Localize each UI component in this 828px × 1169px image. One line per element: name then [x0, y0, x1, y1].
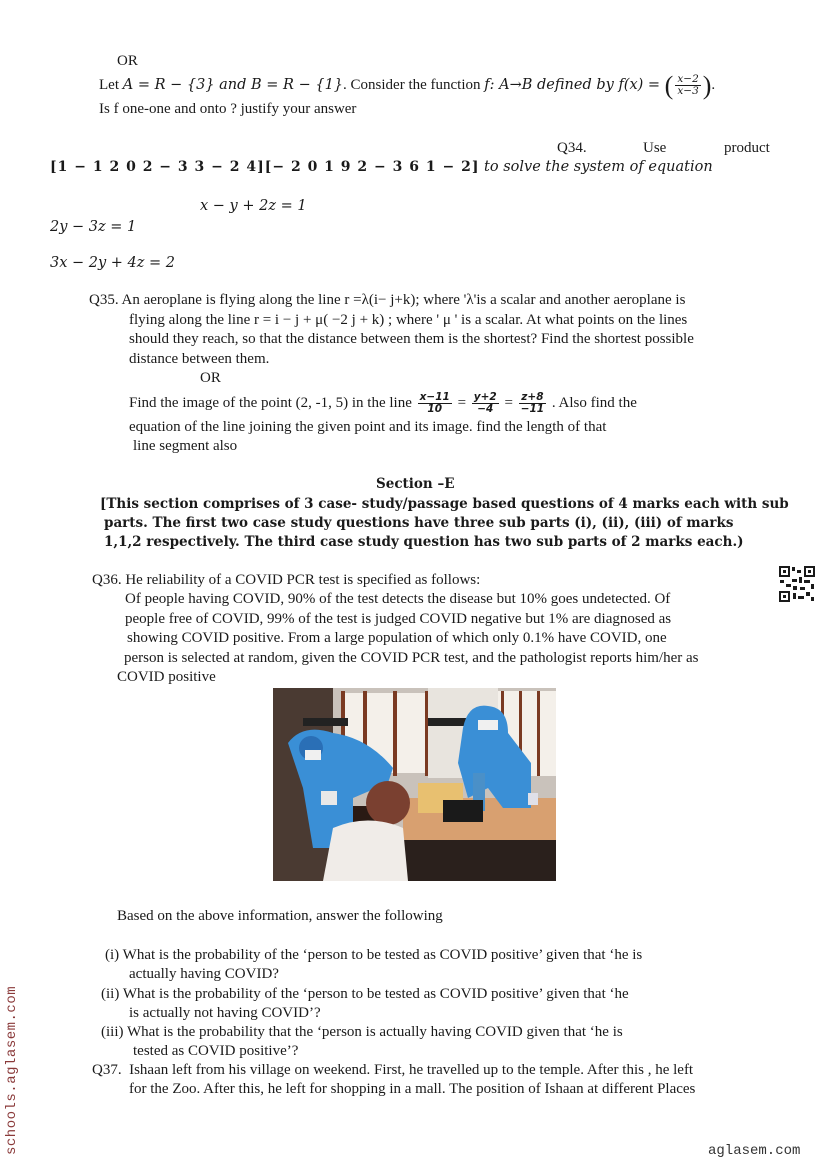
- q35-line3: should they reach, so that the distance between them is the shortest? Find the shortest possible: [129, 331, 694, 347]
- section-instructions-line1: [This section comprises of 3 case- study/passage based questions of 4 marks each with sub: [100, 496, 789, 512]
- q35-line4: distance between them.: [129, 351, 270, 367]
- q36-prompt: Based on the above information, answer the following: [117, 908, 443, 924]
- q35-or-label: OR: [200, 370, 221, 386]
- fraction-x: [418, 392, 452, 415]
- q35-alt-line1: [129, 391, 637, 415]
- equation-1: x − y + 2z = 1: [200, 198, 307, 214]
- q37-number: Q37.: [92, 1062, 122, 1078]
- denominator: −4: [477, 403, 494, 416]
- numerator: x−2: [677, 73, 699, 85]
- or-label: OR: [117, 53, 138, 69]
- text: .: [711, 76, 716, 93]
- fraction: [675, 74, 700, 97]
- qr-code: [778, 565, 816, 603]
- paren-open: (: [664, 71, 674, 100]
- q35-line1: [89, 291, 685, 310]
- math-sets: A = R − {3} and B = R − {1}: [122, 76, 344, 93]
- q34-matrix-line: [50, 158, 713, 177]
- q33-or-line1: [99, 71, 716, 100]
- numerator: x−11: [419, 391, 450, 404]
- q36-line2: Of people having COVID, 90% of the test detects the disease but 10% goes undetected. Of: [125, 591, 671, 607]
- section-instructions-line3: 1,1,2 respectively. The third case study question has two sub parts of 2 marks each.): [104, 534, 744, 550]
- denominator: x−3: [677, 85, 699, 97]
- covid-test-photo: [273, 688, 556, 881]
- q36-part-ii-line2: is actually not having COVID’?: [129, 1005, 321, 1021]
- qr-code-icon: [778, 565, 816, 603]
- math-function: f: A→B defined by f(x) =: [484, 76, 665, 93]
- part-label: (iii): [101, 1024, 124, 1040]
- q36-part-i: [105, 946, 642, 965]
- covid-test-illustration: [273, 688, 556, 881]
- part-label: (ii): [101, 986, 120, 1002]
- denominator: 10: [427, 403, 443, 416]
- q35-alt-line3: line segment also: [133, 438, 238, 454]
- text: Find the image of the point (2, -1, 5) in the line: [129, 395, 416, 411]
- q36-part-iii-line2: tested as COVID positive’?: [133, 1043, 299, 1059]
- section-title: Section –E: [376, 476, 455, 492]
- fraction-y: [472, 392, 499, 415]
- q34-word-product: product: [724, 140, 770, 156]
- q37-line2: for the Zoo. After this, he left for shopping in a mall. The position of Ishaan at different Places: [129, 1081, 696, 1097]
- text: . Also find the: [548, 395, 637, 411]
- q37-line1: [92, 1061, 693, 1080]
- text: Ishaan left from his village on weekend. First, he travelled up to the temple. After this , he left: [129, 1062, 694, 1078]
- q33-or-line2: Is f one-one and onto ? justify your answer: [99, 101, 357, 117]
- text: What is the probability of the ‘person to be tested as COVID positive’ given that ‘he is: [122, 947, 643, 963]
- q36-line4: showing COVID positive. From a large population of which only 0.1% have COVID, one: [127, 630, 667, 646]
- q36-line5: person is selected at random, given the COVID PCR test, and the pathologist reports him/her as: [124, 650, 699, 666]
- q35-number: Q35.: [89, 292, 119, 308]
- footer-watermark: aglasem.com: [708, 1143, 801, 1159]
- text: What is the probability that the ‘person is actually having COVID given that ‘he is: [126, 1024, 623, 1040]
- q36-line3: people free of COVID, 99% of the test is judged COVID negative but 1% are diagnosed as: [125, 611, 672, 627]
- side-watermark: schools.aglasem.com: [4, 985, 20, 1155]
- q36-line1: [92, 571, 480, 590]
- denominator: −11: [520, 403, 545, 416]
- numerator: z+8: [521, 391, 544, 404]
- q34-number: Q34.: [557, 140, 587, 156]
- equation-2: 2y − 3z = 1: [50, 219, 137, 235]
- equals-sign: =: [504, 395, 513, 411]
- text: He reliability of a COVID PCR test is specified as follows:: [125, 572, 481, 588]
- equals-sign: =: [457, 395, 467, 411]
- section-instructions-line2: parts. The first two case study questions have three sub parts (i), (ii), (iii) of marks: [104, 515, 734, 531]
- q34-word-use: Use: [643, 140, 667, 156]
- text: What is the probability of the ‘person to be tested as COVID positive’ given that ‘he: [122, 986, 629, 1002]
- paren-close: ): [702, 71, 712, 100]
- text: . Consider the function: [343, 76, 485, 93]
- q36-line6: COVID positive: [117, 669, 216, 685]
- q36-part-i-line2: actually having COVID?: [129, 966, 279, 982]
- numerator: y+2: [473, 391, 497, 404]
- text: Let: [99, 76, 123, 93]
- equation-3: 3x − 2y + 4z = 2: [50, 255, 176, 271]
- q36-part-iii: [101, 1023, 623, 1042]
- part-label: (i): [105, 947, 120, 963]
- fraction-z: [519, 392, 546, 415]
- q36-number: Q36.: [92, 572, 122, 588]
- q35-alt-line2: equation of the line joining the given point and its image. find the length of that: [129, 419, 607, 435]
- q36-part-ii: [101, 985, 629, 1004]
- matrix-tail: to solve the system of equation: [479, 159, 713, 175]
- matrix-product: [1 − 1 2 0 2 − 3 3 − 2 4][− 2 0 1 9 2 − 3 6 1 − 2]: [50, 159, 480, 175]
- text: An aeroplane is flying along the line r =λ(i− j+k); where 'λ'is a scalar and another aeroplane is: [121, 292, 686, 308]
- q35-line2: flying along the line r = i − j + μ( −2 j + k) ; where ' μ ' is a scalar. At what points on the lines: [129, 312, 688, 328]
